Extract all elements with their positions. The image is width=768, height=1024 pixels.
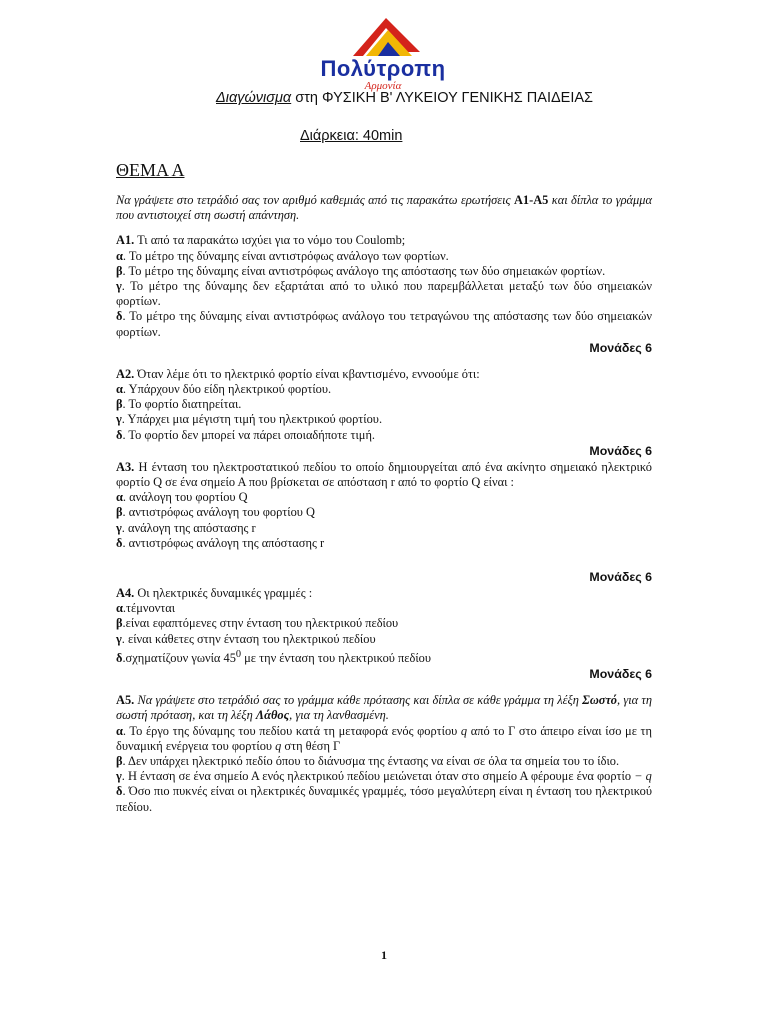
marks-label: Μονάδες 6: [589, 340, 652, 355]
exam-content: [116, 193, 652, 815]
option-gamma: γ. Υπάρχει μια μέγιστη τιμή του ηλεκτρικού φορτίου.: [116, 412, 383, 427]
question-a4: [116, 586, 652, 683]
option-delta: δ. αντιστρόφως ανάλογη της απόστασης r: [116, 535, 325, 550]
statement-alpha: α. Το έργο της δύναμης του πεδίου κατά τη μεταφορά ενός φορτίου q από το Γ στο άπειρο είναι ίσο με τη δυναμική ενέργεια του φορτίου q στη θέση Γ: [116, 723, 652, 753]
option-alpha: α. Υπάρχουν δύο είδη ηλεκτρικού φορτίου.: [116, 382, 332, 397]
question-stem: Όταν λέμε ότι το ηλεκτρικό φορτίο είναι κβαντισμένο, εννοούμε ότι:: [134, 366, 480, 381]
marks-label: Μονάδες 6: [589, 443, 652, 458]
option-beta: β.είναι εφαπτόμενες στην ένταση του ηλεκτρικού πεδίου: [116, 616, 399, 631]
exam-title-lead: Διαγώνισμα: [216, 90, 292, 106]
question-a1: [116, 233, 652, 356]
logo-text: Πολύτροπη: [320, 56, 446, 81]
question-stem: Τι από τα παρακάτω ισχύει για το νόμο του Coulomb;: [134, 233, 406, 248]
option-alpha: α. ανάλογη του φορτίου Q: [116, 490, 248, 505]
question-number: Α2.: [116, 366, 135, 381]
marks-label: Μονάδες 6: [589, 667, 652, 682]
statement-beta: β. Δεν υπάρχει ηλεκτρικό πεδίο όπου το διάνυσμα της έντασης να είναι σε όλα τα σημεία του το ίδιο.: [116, 754, 620, 769]
exam-title: [216, 90, 593, 106]
question-number: Α5.: [116, 693, 135, 708]
option-alpha: α.τέμνονται: [116, 601, 176, 616]
exam-title-subject: στη ΦΥΣΙΚΗ Β' ΛΥΚΕΙΟΥ ΓΕΝΙΚΗΣ ΠΑΙΔΕΙΑΣ: [291, 90, 593, 106]
option-delta: δ.σχηματίζουν γωνία $45^0$ με την ένταση του ηλεκτρικού πεδίου: [116, 648, 431, 665]
option-beta: β. Το φορτίο διατηρείται.: [116, 397, 242, 412]
question-a5: Α5. Να γράψετε στο τετράδιό σας το γράμμα κάθε πρότασης και δίπλα σε κάθε γράμμα τη λέξη Σωστό, για τη σωστή πρόταση, και τη λέξη Λάθος, για τη λανθασμένη. α. Το έργο της δύναμης του πεδίου κατά τη μεταφορά ενός φορτίου q από το Γ στο άπειρο είναι ίσο με τη δυναμική ενέργεια του φορτίου q στη θέση Γ β. Δεν υπάρχει ηλεκτρικό πεδίο όπου το διάνυσμα της έντασης να είναι σε όλα τα σημεία του το ίδιο. γ. Η ένταση σε ένα σημείο Α ενός ηλεκτρικού πεδίου μειώνεται όταν στο σημείο Α φέρουμε ένα φορτίο − q δ. Όσο πιο πυκνές είναι οι ηλεκτρικές δυναμικές γραμμές, τόσο μεγαλύτερη είναι η ένταση του ηλεκτρικού πεδίου.: [116, 693, 652, 814]
marks-label: Μονάδες 6: [589, 570, 652, 585]
option-beta: β. αντιστρόφως ανάλογη του φορτίου Q: [116, 505, 315, 520]
option-delta: δ. Το μέτρο της δύναμης είναι αντιστρόφως ανάλογο του τετραγώνου της απόστασης των δύο σημειακών φορτίων.: [116, 309, 652, 339]
exam-duration: Διάρκεια: 40min: [300, 128, 403, 144]
question-a3: [116, 460, 652, 586]
option-delta: δ. Το φορτίο δεν μπορεί να πάρει οποιαδήποτε τιμή.: [116, 427, 376, 442]
logo-roof-icon: [308, 12, 458, 62]
question-number: Α3.: [116, 459, 135, 474]
polytropi-logo: [308, 12, 458, 90]
statement-gamma: γ. Η ένταση σε ένα σημείο Α ενός ηλεκτρικού πεδίου μειώνεται όταν στο σημείο Α φέρουμε ένα φορτίο − q: [116, 769, 652, 784]
option-alpha: α. Το μέτρο της δύναμης είναι αντιστρόφως ανάλογο των φορτίων.: [116, 248, 449, 263]
option-gamma: γ. Το μέτρο της δύναμης δεν εξαρτάται από το υλικό που παρεμβάλλεται μεταξύ των δύο σημειακών φορτίων.: [116, 279, 652, 309]
option-gamma: γ. είναι κάθετες στην ένταση του ηλεκτρικού πεδίου: [116, 631, 376, 646]
section-title: ΘΕΜΑ Α: [116, 160, 185, 180]
question-number: Α1.: [116, 233, 135, 248]
question-number: Α4.: [116, 586, 135, 601]
option-gamma: γ. ανάλογη της απόστασης r: [116, 520, 256, 535]
question-stem: Οι ηλεκτρικές δυναμικές γραμμές :: [134, 586, 313, 601]
statement-delta: δ. Όσο πιο πυκνές είναι οι ηλεκτρικές δυναμικές γραμμές, τόσο μεγαλύτερη είναι η ένταση του ηλεκτρικού πεδίου.: [116, 784, 652, 814]
question-a2: [116, 367, 652, 460]
page-number: 1: [381, 948, 387, 962]
option-beta: β. Το μέτρο της δύναμης είναι αντιστρόφως ανάλογο της απόστασης των δύο σημειακών φορτίων.: [116, 263, 606, 278]
instructions: Να γράψετε στο τετράδιό σας τον αριθμό καθεμιάς από τις παρακάτω ερωτήσεις Α1-Α5 και δίπλα το γράμμα που αντιστοιχεί στη σωστή απάντηση.: [116, 193, 652, 223]
logo-subtitle: Αρμονία: [364, 80, 402, 92]
question-stem: Η ένταση του ηλεκτροστατικού πεδίου το οποίο δημιουργείται από ένα ακίνητο σημειακό ηλεκτρικό φορτίο Q σε ένα σημείο Α που βρίσκεται σε απόσταση r από το φορτίο Q είναι :: [116, 459, 652, 490]
